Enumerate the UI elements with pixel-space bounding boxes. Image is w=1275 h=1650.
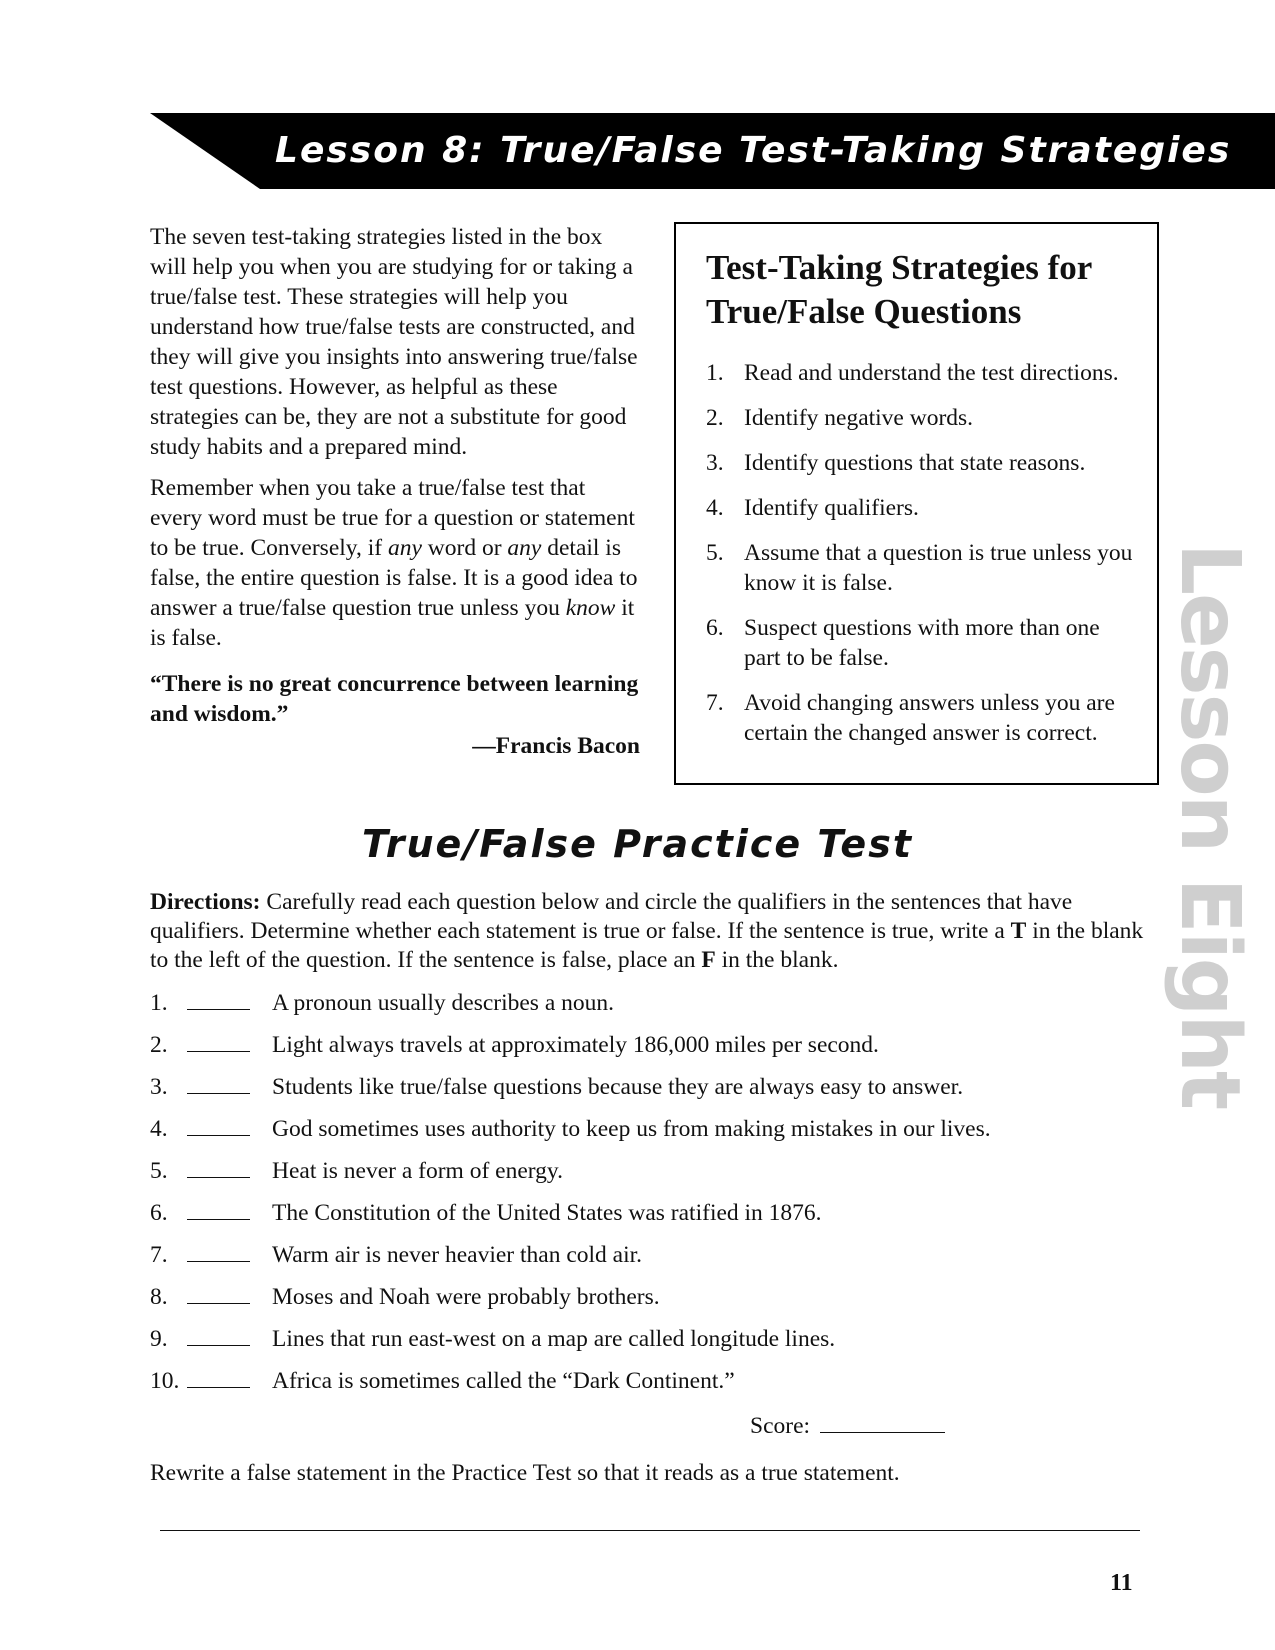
strategy-number: 2. [706,405,724,431]
strategy-text: Assume that a question is true unless you know it is false. [744,540,1133,596]
question-text: Students like true/false questions because they are always easy to answer. [272,1074,964,1100]
intro-p2-emphasis: know [565,595,616,621]
intro-p2-part: it is false. [150,595,635,651]
question-number: 8. [150,1284,168,1310]
strategy-list [706,358,1137,748]
question-text: Light always travels at approximately 186,000 miles per second. [272,1032,879,1058]
strategy-item [706,493,1137,523]
strategy-item [706,688,1137,748]
question-number: 4. [150,1116,168,1142]
directions-label: Directions: [150,889,261,915]
answer-blank[interactable] [187,987,250,1010]
rewrite-answer-line[interactable] [160,1530,1140,1531]
question-row [150,1155,1150,1197]
answer-blank[interactable] [187,1239,250,1262]
strategy-number: 3. [706,450,724,476]
strategy-number: 5. [706,540,724,566]
question-number: 9. [150,1326,168,1352]
question-text: Warm air is never heavier than cold air. [272,1242,643,1268]
question-text: God sometimes uses authority to keep us from making mistakes in our lives. [272,1116,991,1142]
intro-p2-emphasis: any [507,535,542,561]
intro-p2-part: Remember when you take a true/false test that every word must be true for a question or statement to be true. Conversely, if [150,475,635,561]
question-number: 2. [150,1032,168,1058]
rewrite-prompt: Rewrite a false statement in the Practice Test so that it reads as a true statement. [150,1460,900,1486]
directions-text: in the blank. [715,947,839,973]
practice-test-title: True/False Practice Test [362,822,913,866]
intro-p2-part: word or [421,535,508,561]
strategy-text: Avoid changing answers unless you are certain the changed answer is correct. [744,690,1115,746]
question-row [150,1365,1150,1407]
question-text: A pronoun usually describes a noun. [272,990,615,1016]
question-number: 7. [150,1242,168,1268]
answer-blank[interactable] [187,1365,250,1388]
strategy-text: Identify qualifiers. [744,495,919,521]
question-row [150,1071,1150,1113]
intro-p2-part: detail is false, the entire question is false. It is a good idea to answer a true/false question true unless you [150,535,638,621]
answer-blank[interactable] [187,1029,250,1052]
strategy-text: Read and understand the test directions. [744,360,1119,386]
question-number: 6. [150,1200,168,1226]
strategy-item [706,403,1137,433]
strategy-number: 1. [706,360,724,386]
question-number: 10. [150,1368,180,1394]
strategy-text: Suspect questions with more than one part to be false. [744,615,1100,671]
directions-text: Carefully read each question below and circle the qualifiers in the sentences that have qualifiers. Determine whether each statement is true or false. If the sentence is true, write a [150,889,1073,944]
score-label: Score: [750,1413,811,1439]
strategy-box-title: Test-Taking Strategies for True/False Questions [706,248,1092,331]
directions-text: in the blank to the left of the question. If the sentence is false, place an [150,918,1144,973]
strategy-item [706,358,1137,388]
question-row [150,1113,1150,1155]
question-text: Moses and Noah were probably brothers. [272,1284,660,1310]
question-number: 3. [150,1074,168,1100]
intro-paragraph-1: The seven test-taking strategies listed in the box will help you when you are studying for or taking a true/false test. These strategies will help you understand how true/false tests are constructed, and they will give you insights into answering true/false test questions. However, as helpful as these strategies can be, they are not a substitute for good study habits and a prepared mind. [150,224,638,460]
strategy-number: 6. [706,615,724,641]
question-row [150,1239,1150,1281]
question-row [150,1029,1150,1071]
strategy-text: Identify negative words. [744,405,974,431]
strategy-text: Identify questions that state reasons. [744,450,1086,476]
answer-blank[interactable] [187,1323,250,1346]
directions-false-letter: F [701,947,716,973]
strategy-item [706,538,1137,598]
answer-blank[interactable] [187,1197,250,1220]
directions-true-letter: T [1010,918,1027,944]
question-row [150,1281,1150,1323]
strategy-box [674,222,1159,785]
answer-blank[interactable] [187,1155,250,1178]
intro-text [150,222,640,761]
strategy-number: 4. [706,495,724,521]
strategy-item [706,448,1137,478]
intro-p2-emphasis: any [387,535,422,561]
intro-paragraph-2 [150,473,640,653]
answer-blank[interactable] [187,1071,250,1094]
question-number: 1. [150,990,168,1016]
strategy-number: 7. [706,690,724,716]
question-text: Heat is never a form of energy. [272,1158,564,1184]
question-number: 5. [150,1158,168,1184]
answer-blank[interactable] [187,1281,250,1304]
score-field [750,1410,945,1440]
lesson-title: Lesson 8: True/False Test-Taking Strategies [275,130,1232,171]
bacon-quote: “There is no great concurrence between learning and wisdom.” [150,671,639,727]
answer-blank[interactable] [187,1113,250,1136]
side-label-text: Lesson Eight [1162,542,1258,1108]
question-row [150,987,1150,1029]
quote-attribution: —Francis Bacon [472,733,640,759]
question-text: The Constitution of the United States was ratified in 1876. [272,1200,822,1226]
question-text: Lines that run east-west on a map are called longitude lines. [272,1326,836,1352]
strategy-item [706,613,1137,673]
practice-questions [150,987,1150,1407]
practice-directions [150,888,1150,975]
question-row [150,1323,1150,1365]
question-text: Africa is sometimes called the “Dark Continent.” [272,1368,735,1394]
page-number: 11 [1110,1570,1133,1596]
question-row [150,1197,1150,1239]
score-blank[interactable] [820,1410,945,1433]
